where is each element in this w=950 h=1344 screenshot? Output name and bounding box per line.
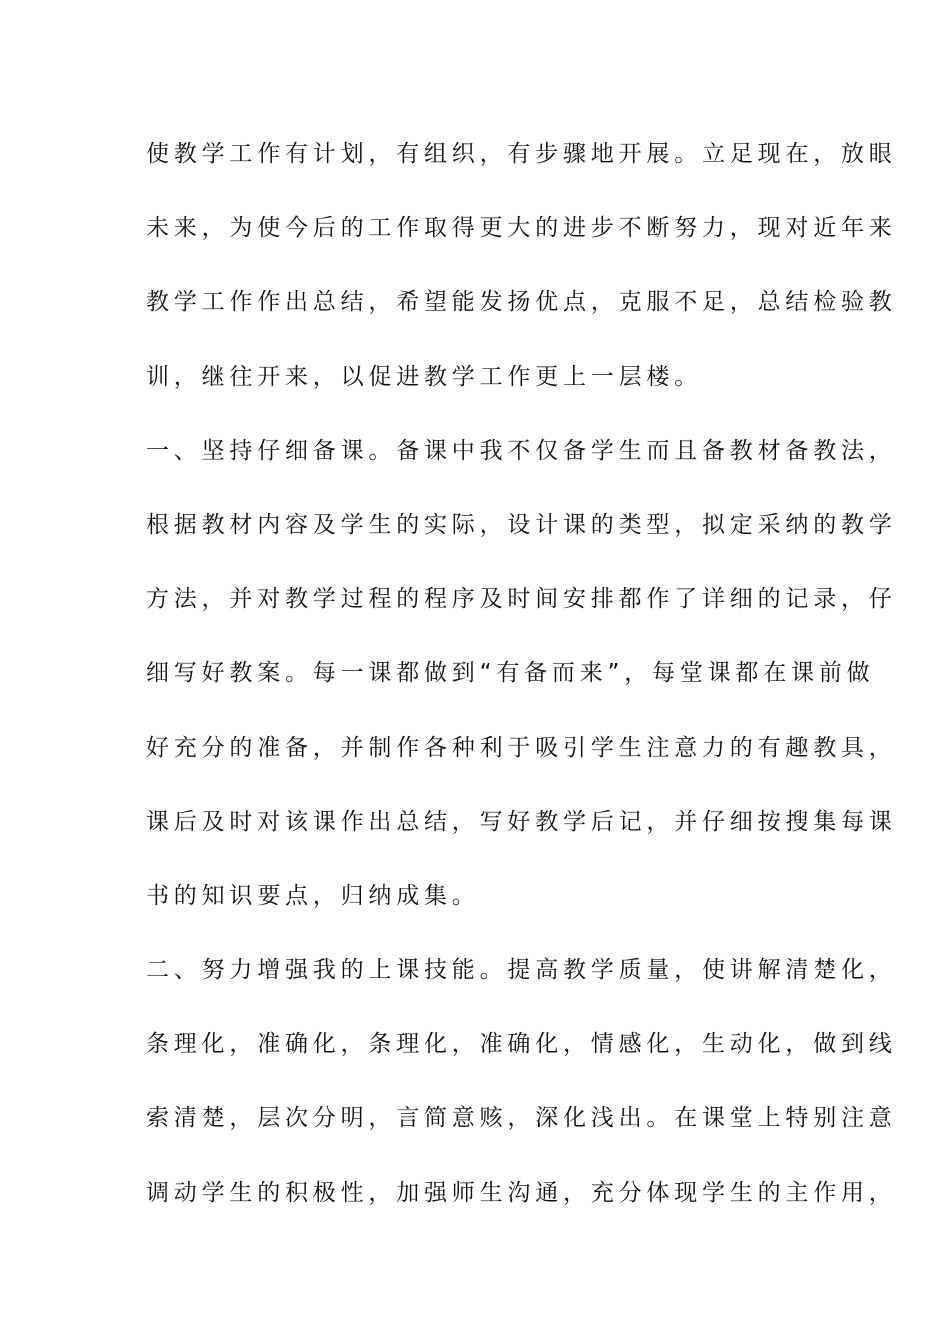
text-line: 书的知识要点，归纳成集。: [146, 882, 480, 909]
text-line: 一、坚持仔细备课。备课中我不仅备学生而且备教材备教法，: [146, 437, 897, 464]
text-line: 二、努力增强我的上课技能。提高教学质量，使讲解清楚化，: [146, 957, 897, 984]
text-line: 索清楚，层次分明，言简意赅，深化浅出。在课堂上特别注意: [146, 1105, 897, 1132]
text-line: 方法，并对教学过程的程序及时间安排都作了详细的记录，仔: [146, 586, 897, 613]
text-line: 调动学生的积极性，加强师生沟通，充分体现学生的主作用，: [146, 1179, 897, 1206]
text-line: 教学工作作出总结，希望能发扬优点，克服不足，总结检验教: [146, 289, 897, 316]
text-line: 使教学工作有计划，有组织，有步骤地开展。立足现在，放眼: [146, 141, 897, 167]
text-line: 课后及时对该课作出总结，写好教学后记，并仔细按搜集每课: [146, 808, 897, 835]
text-line: 好充分的准备，并制作各种利于吸引学生注意力的有趣教具，: [146, 734, 897, 761]
text-line: 细写好教案。每一课都做到“有备而来”，每堂课都在课前做: [146, 660, 875, 687]
text-line: 未来，为使今后的工作取得更大的进步不断努力，现对近年来: [146, 215, 897, 242]
text-line: 训，继往开来，以促进教学工作更上一层楼。: [146, 363, 702, 390]
body-text: [146, 136, 897, 1249]
text-line: 条理化，准确化，条理化，准确化，情感化，生动化，做到线: [146, 1031, 897, 1058]
text-line: 根据教材内容及学生的实际，设计课的类型，拟定采纳的教学: [146, 511, 897, 538]
